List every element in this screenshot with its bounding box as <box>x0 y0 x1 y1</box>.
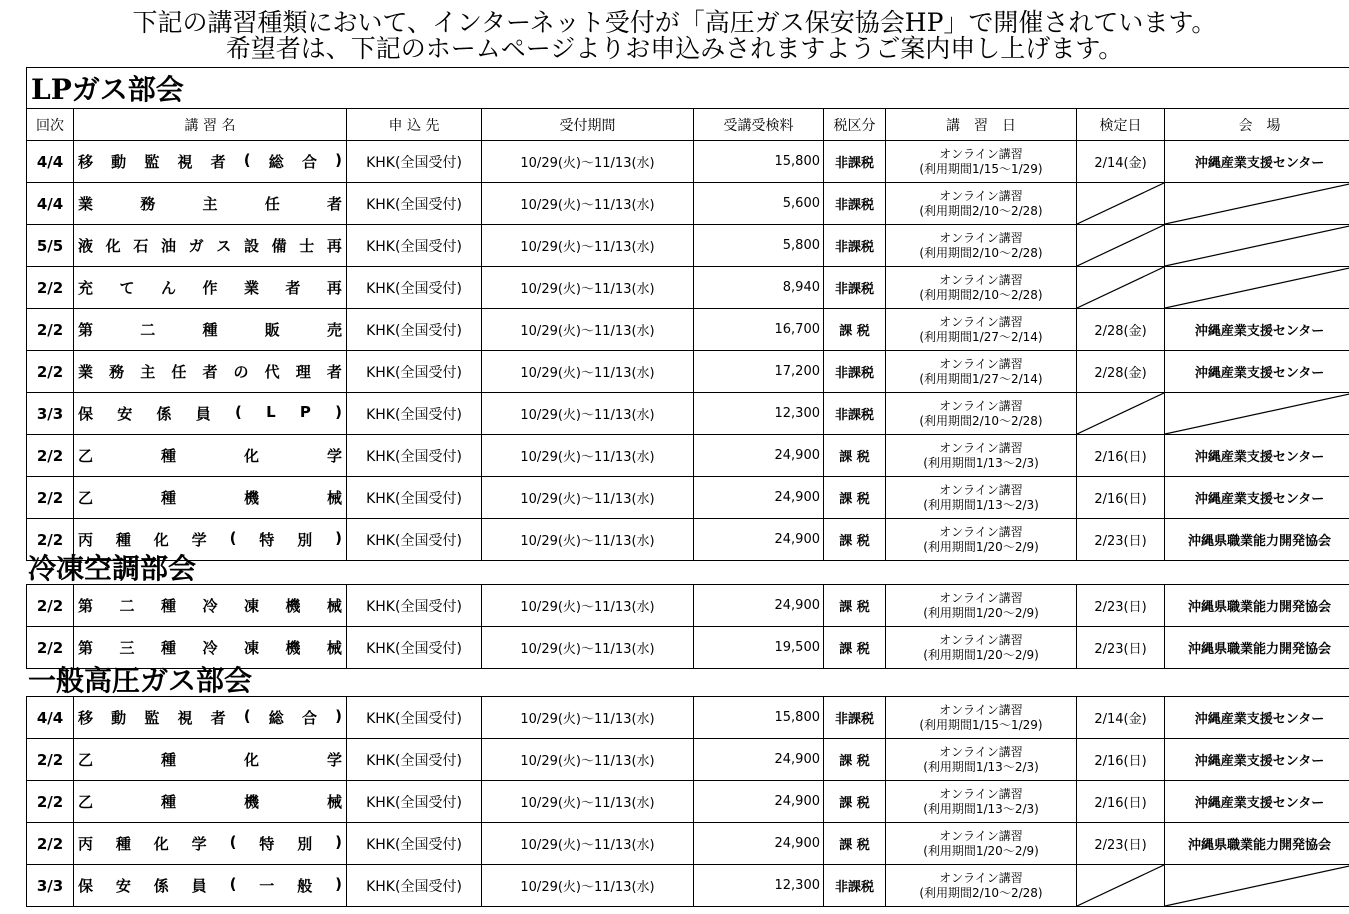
exam-date-cell: 2/28(金) <box>1077 351 1165 393</box>
round-cell: 3/3 <box>27 393 74 435</box>
course-name: 丙 種 化 学 ( 特 別 ) <box>78 529 342 549</box>
applicant-cell: KHK(全国受付) <box>347 309 482 351</box>
period-cell: 10/29(火)～11/13(水) <box>482 477 694 519</box>
course-date-cell <box>886 267 1077 309</box>
period-cell: 10/29(火)～11/13(水) <box>482 225 694 267</box>
course-name-cell <box>74 823 347 865</box>
course-date-cell <box>886 697 1077 739</box>
venue-cell: 沖縄県職業能力開発協会 <box>1165 585 1349 627</box>
tax-cell: 非課税 <box>824 697 886 739</box>
course-date-line2: (利用期間2/10～2/28) <box>919 245 1043 260</box>
refrigeration-schedule-table <box>26 584 1349 669</box>
applicant-cell: KHK(全国受付) <box>347 697 482 739</box>
course-name: 移 動 監 視 者 ( 総 合 ) <box>78 151 342 171</box>
fee-cell: 8,940 <box>694 267 824 309</box>
exam-date-cell: 2/23(日) <box>1077 585 1165 627</box>
tax-cell: 非課税 <box>824 865 886 907</box>
applicant-cell: KHK(全国受付) <box>347 739 482 781</box>
course-name: 乙 種 機 械 <box>78 793 342 811</box>
exam-date-cell: 2/14(金) <box>1077 141 1165 183</box>
course-name: 第 二 種 販 売 <box>78 321 342 339</box>
period-cell: 10/29(火)～11/13(水) <box>482 781 694 823</box>
venue-cell: 沖縄産業支援センター <box>1165 697 1349 739</box>
round-cell: 5/5 <box>27 225 74 267</box>
round-cell: 2/2 <box>27 519 74 561</box>
intro-line-1: 下記の講習種類において、インターネット受付が「高圧ガス保安協会HP」で開催されています。 <box>132 8 1217 37</box>
period-cell: 10/29(火)～11/13(水) <box>482 267 694 309</box>
course-date-line1: オンライン講習 <box>939 188 1023 203</box>
table-row <box>27 267 1349 309</box>
table-row <box>27 435 1349 477</box>
applicant-cell: KHK(全国受付) <box>347 781 482 823</box>
header-period: 受付期間 <box>482 109 694 141</box>
round-cell: 2/2 <box>27 627 74 669</box>
not-applicable-slash <box>1077 865 1164 906</box>
exam-date-cell <box>1077 393 1165 435</box>
exam-date-cell: 2/14(金) <box>1077 697 1165 739</box>
tax-cell: 課 税 <box>824 309 886 351</box>
course-date-line2: (利用期間1/20～2/9) <box>923 647 1039 662</box>
course-date-line2: (利用期間1/15～1/29) <box>919 717 1043 732</box>
tax-cell: 非課税 <box>824 183 886 225</box>
round-cell: 2/2 <box>27 781 74 823</box>
course-name-cell <box>74 477 347 519</box>
course-date-line1: オンライン講習 <box>939 828 1023 843</box>
exam-date-cell <box>1077 225 1165 267</box>
table-row <box>27 627 1349 669</box>
header-tax: 税区分 <box>824 109 886 141</box>
course-name-cell <box>74 183 347 225</box>
round-cell: 2/2 <box>27 823 74 865</box>
applicant-cell: KHK(全国受付) <box>347 435 482 477</box>
fee-cell: 24,900 <box>694 585 824 627</box>
period-cell: 10/29(火)～11/13(水) <box>482 141 694 183</box>
round-cell: 2/2 <box>27 267 74 309</box>
not-applicable-slash <box>1165 393 1349 434</box>
header-venue: 会 場 <box>1165 109 1349 141</box>
period-cell: 10/29(火)～11/13(水) <box>482 309 694 351</box>
tax-cell: 非課税 <box>824 351 886 393</box>
fee-cell: 24,900 <box>694 739 824 781</box>
venue-cell: 沖縄産業支援センター <box>1165 351 1349 393</box>
table-row <box>27 183 1349 225</box>
course-date-line1: オンライン講習 <box>939 632 1023 647</box>
table-row <box>27 225 1349 267</box>
fee-cell: 24,900 <box>694 435 824 477</box>
period-cell: 10/29(火)～11/13(水) <box>482 585 694 627</box>
course-date-cell <box>886 477 1077 519</box>
fee-cell: 24,900 <box>694 519 824 561</box>
header-fee: 受講受検料 <box>694 109 824 141</box>
course-date-line2: (利用期間2/10～2/28) <box>919 287 1043 302</box>
table-header-row <box>27 109 1349 141</box>
fee-cell: 5,800 <box>694 225 824 267</box>
fee-cell: 19,500 <box>694 627 824 669</box>
course-name: 第 三 種 冷 凍 機 械 <box>78 639 342 657</box>
course-date-line1: オンライン講習 <box>939 590 1023 605</box>
venue-cell: 沖縄産業支援センター <box>1165 435 1349 477</box>
lp-gas-schedule-table <box>26 67 1349 561</box>
exam-date-cell: 2/16(日) <box>1077 477 1165 519</box>
exam-date-cell: 2/16(日) <box>1077 739 1165 781</box>
course-name: 充 て ん 作 業 者 再 <box>78 279 342 297</box>
course-date-cell <box>886 225 1077 267</box>
exam-date-cell: 2/16(日) <box>1077 781 1165 823</box>
general-high-pressure-schedule-table <box>26 696 1349 907</box>
tax-cell: 課 税 <box>824 435 886 477</box>
venue-cell: 沖縄県職業能力開発協会 <box>1165 519 1349 561</box>
course-date-line1: オンライン講習 <box>939 702 1023 717</box>
round-cell: 2/2 <box>27 309 74 351</box>
period-cell: 10/29(火)～11/13(水) <box>482 739 694 781</box>
period-cell: 10/29(火)～11/13(水) <box>482 697 694 739</box>
course-date-line1: オンライン講習 <box>939 440 1023 455</box>
tax-cell: 課 税 <box>824 519 886 561</box>
course-name: 業 務 主 任 者 <box>78 195 342 213</box>
course-date-line2: (利用期間2/10～2/28) <box>919 885 1043 900</box>
applicant-cell: KHK(全国受付) <box>347 267 482 309</box>
round-cell: 4/4 <box>27 183 74 225</box>
course-date-line1: オンライン講習 <box>939 230 1023 245</box>
course-name-cell <box>74 141 347 183</box>
course-date-cell <box>886 627 1077 669</box>
period-cell: 10/29(火)～11/13(水) <box>482 435 694 477</box>
header-num: 回次 <box>27 109 74 141</box>
course-date-line2: (利用期間1/13～2/3) <box>923 497 1039 512</box>
exam-date-cell: 2/23(日) <box>1077 627 1165 669</box>
course-date-line1: オンライン講習 <box>939 398 1023 413</box>
course-date-cell <box>886 351 1077 393</box>
course-date-line2: (利用期間1/20～2/9) <box>923 605 1039 620</box>
venue-cell: 沖縄産業支援センター <box>1165 781 1349 823</box>
course-name-cell <box>74 697 347 739</box>
venue-cell: 沖縄産業支援センター <box>1165 309 1349 351</box>
course-date-line2: (利用期間1/27～2/14) <box>919 329 1043 344</box>
fee-cell: 15,800 <box>694 141 824 183</box>
course-date-line2: (利用期間1/13～2/3) <box>923 801 1039 816</box>
applicant-cell: KHK(全国受付) <box>347 585 482 627</box>
course-name-cell <box>74 865 347 907</box>
course-date-cell <box>886 823 1077 865</box>
fee-cell: 24,900 <box>694 781 824 823</box>
course-name: 保 安 係 員 ( 一 般 ) <box>78 875 342 895</box>
applicant-cell: KHK(全国受付) <box>347 865 482 907</box>
not-applicable-slash <box>1077 393 1164 434</box>
course-date-cell <box>886 309 1077 351</box>
period-cell: 10/29(火)～11/13(水) <box>482 519 694 561</box>
course-date-line2: (利用期間1/20～2/9) <box>923 843 1039 858</box>
course-date-cell <box>886 519 1077 561</box>
tax-cell: 課 税 <box>824 739 886 781</box>
fee-cell: 17,200 <box>694 351 824 393</box>
course-date-cell <box>886 585 1077 627</box>
course-date-line2: (利用期間1/13～2/3) <box>923 455 1039 470</box>
header-exam: 検定日 <box>1077 109 1165 141</box>
round-cell: 2/2 <box>27 351 74 393</box>
not-applicable-slash <box>1077 183 1164 224</box>
period-cell: 10/29(火)～11/13(水) <box>482 865 694 907</box>
round-cell: 4/4 <box>27 697 74 739</box>
not-applicable-slash <box>1077 225 1164 266</box>
round-cell: 4/4 <box>27 141 74 183</box>
course-date-line2: (利用期間1/13～2/3) <box>923 759 1039 774</box>
period-cell: 10/29(火)～11/13(水) <box>482 393 694 435</box>
course-date-line2: (利用期間1/15～1/29) <box>919 161 1043 176</box>
course-date-line1: オンライン講習 <box>939 870 1023 885</box>
applicant-cell: KHK(全国受付) <box>347 225 482 267</box>
course-name-cell <box>74 225 347 267</box>
exam-date-cell: 2/23(日) <box>1077 519 1165 561</box>
tax-cell: 課 税 <box>824 781 886 823</box>
venue-cell: 沖縄産業支援センター <box>1165 141 1349 183</box>
not-applicable-slash <box>1165 267 1349 308</box>
course-date-cell <box>886 393 1077 435</box>
venue-cell: 沖縄県職業能力開発協会 <box>1165 823 1349 865</box>
table-row <box>27 351 1349 393</box>
course-date-line1: オンライン講習 <box>939 482 1023 497</box>
fee-cell: 24,900 <box>694 823 824 865</box>
tax-cell: 課 税 <box>824 823 886 865</box>
section-title-lp-gas: LPガス部会 <box>27 68 1349 109</box>
course-date-cell <box>886 141 1077 183</box>
course-name-cell <box>74 739 347 781</box>
tax-cell: 非課税 <box>824 267 886 309</box>
course-date-line2: (利用期間1/27～2/14) <box>919 371 1043 386</box>
exam-date-cell <box>1077 267 1165 309</box>
tax-cell: 課 税 <box>824 585 886 627</box>
course-date-line1: オンライン講習 <box>939 786 1023 801</box>
course-date-line2: (利用期間1/20～2/9) <box>923 539 1039 554</box>
venue-cell: 沖縄県職業能力開発協会 <box>1165 627 1349 669</box>
course-name-cell <box>74 435 347 477</box>
venue-cell <box>1165 865 1349 907</box>
fee-cell: 24,900 <box>694 477 824 519</box>
course-name: 液 化 石 油 ガ ス 設 備 士 再 <box>78 237 342 255</box>
course-name: 保 安 係 員 ( L P ) <box>78 403 342 423</box>
table-row <box>27 697 1349 739</box>
course-name-cell <box>74 585 347 627</box>
table-row <box>27 141 1349 183</box>
course-name-cell <box>74 309 347 351</box>
course-name-cell <box>74 627 347 669</box>
applicant-cell: KHK(全国受付) <box>347 477 482 519</box>
applicant-cell: KHK(全国受付) <box>347 519 482 561</box>
table-row <box>27 781 1349 823</box>
table-row <box>27 865 1349 907</box>
course-date-line2: (利用期間2/10～2/28) <box>919 413 1043 428</box>
venue-cell <box>1165 393 1349 435</box>
table-row <box>27 823 1349 865</box>
course-name: 乙 種 機 械 <box>78 489 342 507</box>
not-applicable-slash <box>1165 225 1349 266</box>
period-cell: 10/29(火)～11/13(水) <box>482 627 694 669</box>
section-title-general-high-pressure: 一般高圧ガス部会 <box>28 664 253 697</box>
round-cell: 3/3 <box>27 865 74 907</box>
tax-cell: 課 税 <box>824 627 886 669</box>
course-name: 乙 種 化 学 <box>78 751 342 769</box>
course-name: 乙 種 化 学 <box>78 447 342 465</box>
course-name: 第 二 種 冷 凍 機 械 <box>78 597 342 615</box>
course-name-cell <box>74 351 347 393</box>
venue-cell: 沖縄産業支援センター <box>1165 739 1349 781</box>
table-row <box>27 519 1349 561</box>
fee-cell: 15,800 <box>694 697 824 739</box>
period-cell: 10/29(火)～11/13(水) <box>482 183 694 225</box>
course-name: 移 動 監 視 者 ( 総 合 ) <box>78 707 342 727</box>
not-applicable-slash <box>1077 267 1164 308</box>
period-cell: 10/29(火)～11/13(水) <box>482 351 694 393</box>
course-date-line1: オンライン講習 <box>939 146 1023 161</box>
course-name: 業 務 主 任 者 の 代 理 者 <box>78 363 342 381</box>
tax-cell: 非課税 <box>824 141 886 183</box>
header-date: 講 習 日 <box>886 109 1077 141</box>
table-row <box>27 585 1349 627</box>
exam-date-cell <box>1077 865 1165 907</box>
venue-cell <box>1165 183 1349 225</box>
course-date-cell <box>886 183 1077 225</box>
header-applicant: 申 込 先 <box>347 109 482 141</box>
exam-date-cell: 2/23(日) <box>1077 823 1165 865</box>
course-date-line1: オンライン講習 <box>939 314 1023 329</box>
intro-line-2: 希望者は、下記のホームページよりお申込みされますようご案内申し上げます。 <box>225 34 1124 63</box>
not-applicable-slash <box>1165 183 1349 224</box>
course-date-cell <box>886 865 1077 907</box>
course-date-line1: オンライン講習 <box>939 272 1023 287</box>
tax-cell: 非課税 <box>824 393 886 435</box>
applicant-cell: KHK(全国受付) <box>347 141 482 183</box>
course-name-cell <box>74 781 347 823</box>
header-name: 講 習 名 <box>74 109 347 141</box>
course-date-cell <box>886 435 1077 477</box>
fee-cell: 12,300 <box>694 393 824 435</box>
round-cell: 2/2 <box>27 585 74 627</box>
venue-cell <box>1165 225 1349 267</box>
venue-cell: 沖縄産業支援センター <box>1165 477 1349 519</box>
fee-cell: 16,700 <box>694 309 824 351</box>
course-date-cell <box>886 781 1077 823</box>
round-cell: 2/2 <box>27 435 74 477</box>
applicant-cell: KHK(全国受付) <box>347 393 482 435</box>
tax-cell: 課 税 <box>824 477 886 519</box>
tax-cell: 非課税 <box>824 225 886 267</box>
course-name: 丙 種 化 学 ( 特 別 ) <box>78 833 342 853</box>
table-row <box>27 477 1349 519</box>
fee-cell: 5,600 <box>694 183 824 225</box>
venue-cell <box>1165 267 1349 309</box>
course-date-line2: (利用期間2/10～2/28) <box>919 203 1043 218</box>
applicant-cell: KHK(全国受付) <box>347 183 482 225</box>
table-row <box>27 393 1349 435</box>
course-date-line1: オンライン講習 <box>939 524 1023 539</box>
section-title-refrigeration: 冷凍空調部会 <box>28 552 197 585</box>
course-date-cell <box>886 739 1077 781</box>
not-applicable-slash <box>1165 865 1349 906</box>
course-name-cell <box>74 267 347 309</box>
exam-date-cell: 2/16(日) <box>1077 435 1165 477</box>
table-row <box>27 309 1349 351</box>
applicant-cell: KHK(全国受付) <box>347 351 482 393</box>
round-cell: 2/2 <box>27 739 74 781</box>
round-cell: 2/2 <box>27 477 74 519</box>
period-cell: 10/29(火)～11/13(水) <box>482 823 694 865</box>
course-date-line1: オンライン講習 <box>939 744 1023 759</box>
fee-cell: 12,300 <box>694 865 824 907</box>
applicant-cell: KHK(全国受付) <box>347 823 482 865</box>
exam-date-cell: 2/28(金) <box>1077 309 1165 351</box>
applicant-cell: KHK(全国受付) <box>347 627 482 669</box>
course-date-line1: オンライン講習 <box>939 356 1023 371</box>
exam-date-cell <box>1077 183 1165 225</box>
course-name-cell <box>74 393 347 435</box>
table-row <box>27 739 1349 781</box>
